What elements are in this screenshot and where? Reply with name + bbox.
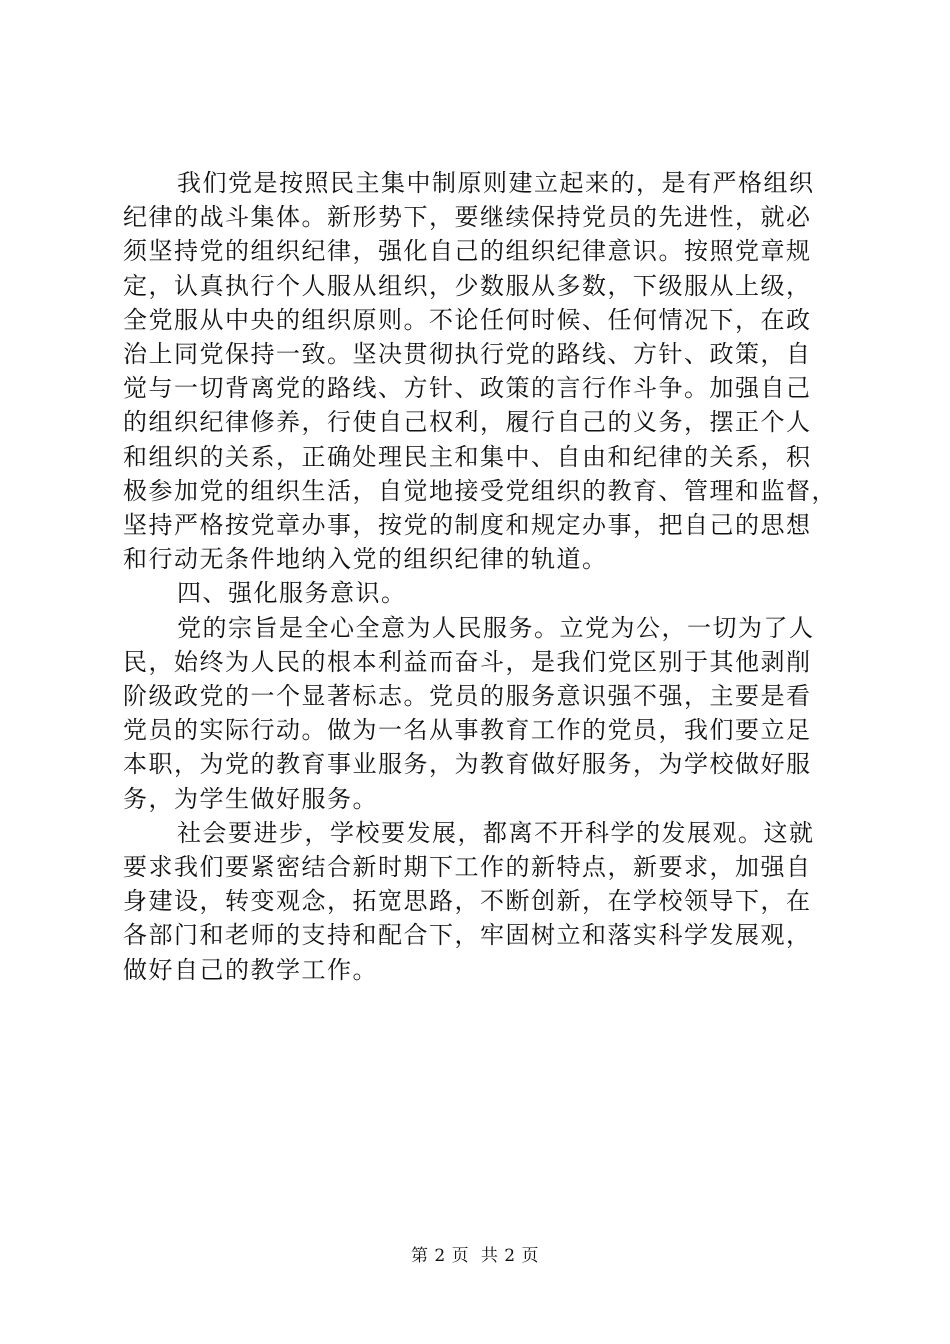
paragraph-line: 极参加党的组织生活，自觉地接受党组织的教育、管理和监督， — [123, 476, 837, 505]
page-number-label: 第 2 页 共 2 页 — [410, 1246, 540, 1266]
paragraph-line: 党的宗旨是全心全意为人民服务。立党为公，一切为了人 — [177, 613, 815, 642]
paragraph-line: 务，为学生做好服务。 — [123, 784, 378, 813]
paragraph-line: 我们党是按照民主集中制原则建立起来的，是有严格组织 — [177, 169, 815, 197]
body-text — [123, 166, 843, 987]
paragraph-line: 做好自己的教学工作。 — [123, 955, 378, 984]
paragraph-line: 社会要进步，学校要发展，都离不开科学的发展观。这就 — [177, 818, 815, 847]
paragraph-line: 民，始终为人民的根本利益而奋斗，是我们党区别于其他剥削 — [123, 647, 812, 676]
paragraph-line: 身建设，转变观念，拓宽思路，不断创新，在学校领导下，在 — [123, 887, 812, 916]
paragraph-line: 各部门和老师的支持和配合下，牢固树立和落实科学发展观， — [123, 921, 812, 950]
paragraph-line: 党员的实际行动。做为一名从事教育工作的党员，我们要立足 — [123, 716, 812, 745]
paragraph-line: 须坚持党的组织纪律，强化自己的组织纪律意识。按照党章规 — [123, 237, 812, 266]
paragraph-line: 全党服从中央的组织原则。不论任何时候、任何情况下，在政 — [123, 305, 812, 334]
paragraph-line: 本职，为党的教育事业服务，为教育做好服务，为学校做好服 — [123, 750, 812, 779]
paragraph-line: 觉与一切背离党的路线、方针、政策的言行作斗争。加强自己 — [123, 374, 812, 403]
paragraph-line: 治上同党保持一致。坚决贯彻执行党的路线、方针、政策，自 — [123, 340, 812, 369]
paragraph-line: 和行动无条件地纳入党的组织纪律的轨道。 — [123, 545, 608, 574]
paragraph-line: 坚持严格按党章办事，按党的制度和规定办事，把自己的思想 — [123, 511, 812, 540]
section-heading: 四、强化服务意识。 — [177, 579, 407, 608]
paragraph-line: 纪律的战斗集体。新形势下，要继续保持党员的先进性，就必 — [123, 203, 812, 232]
paragraph-line: 和组织的关系，正确处理民主和集中、自由和纪律的关系，积 — [123, 442, 812, 471]
page-footer — [0, 1244, 950, 1268]
paragraph-line: 要求我们要紧密结合新时期下工作的新特点，新要求，加强自 — [123, 853, 812, 882]
paragraph-line: 的组织纪律修养，行使自己权利，履行自己的义务，摆正个人 — [123, 408, 812, 437]
paragraph-line: 定，认真执行个人服从组织，少数服从多数，下级服从上级， — [123, 271, 812, 300]
paragraph-line: 阶级政党的一个显著标志。党员的服务意识强不强，主要是看 — [123, 682, 812, 711]
